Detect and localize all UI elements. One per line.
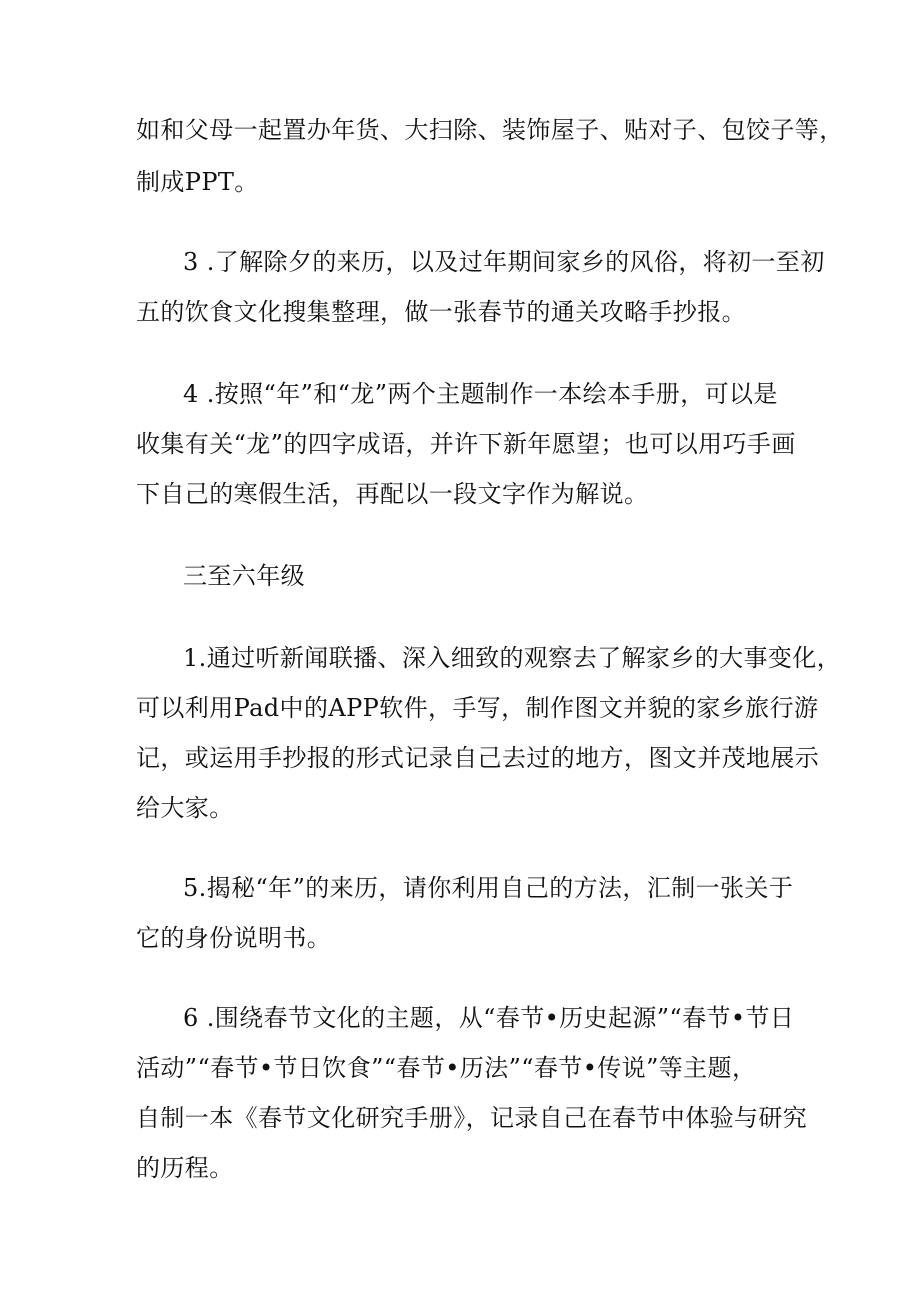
item-3-line-1: 3 .了解除夕的来历，以及过年期间家乡的风俗，将初一至初 — [183, 248, 825, 276]
item-5-line-2: 它的身份说明书。 — [136, 924, 332, 952]
item-6-line-1: 6 .围绕春节文化的主题，从“春节•历史起源”“春节•节日 — [183, 1004, 795, 1032]
item-3-line-2: 五的饮食文化搜集整理，做一张春节的通关攻略手抄报。 — [136, 298, 746, 326]
item-1-line-4: 给大家。 — [136, 794, 234, 822]
item-6-line-3: 自制一本《春节文化研究手册》，记录自己在春节中体验与研究 — [136, 1104, 808, 1132]
grade-heading: 三至六年级 — [183, 562, 305, 590]
item-1-line-1: 1.通过听新闻联播、深入细致的观察去了解家乡的大事变化， — [183, 644, 842, 672]
item-6-line-2: 活动”“春节•节日饮食”“春节•历法”“春节•传说”等主题， — [136, 1054, 757, 1082]
intro-line-1: 如和父母一起置办年货、大扫除、装饰屋子、贴对子、包饺子等， — [136, 116, 844, 144]
intro-line-2: 制成PPT。 — [136, 168, 259, 196]
item-4-line-1: 4 .按照“年”和“龙”两个主题制作一本绘本手册，可以是 — [183, 380, 778, 408]
item-6-line-4: 的历程。 — [136, 1154, 234, 1182]
item-1-line-3: 记，或运用手抄报的形式记录自己去过的地方，图文并茂地展示 — [136, 744, 820, 772]
item-1-line-2: 可以利用Pad中的APP软件，手写，制作图文并貌的家乡旅行游 — [136, 694, 819, 722]
item-4-line-2: 收集有关“龙”的四字成语，并许下新年愿望；也可以用巧手画 — [136, 430, 796, 458]
item-4-line-3: 下自己的寒假生活，再配以一段文字作为解说。 — [136, 480, 649, 508]
item-5-line-1: 5.揭秘“年”的来历，请你利用自己的方法，汇制一张关于 — [183, 874, 794, 902]
